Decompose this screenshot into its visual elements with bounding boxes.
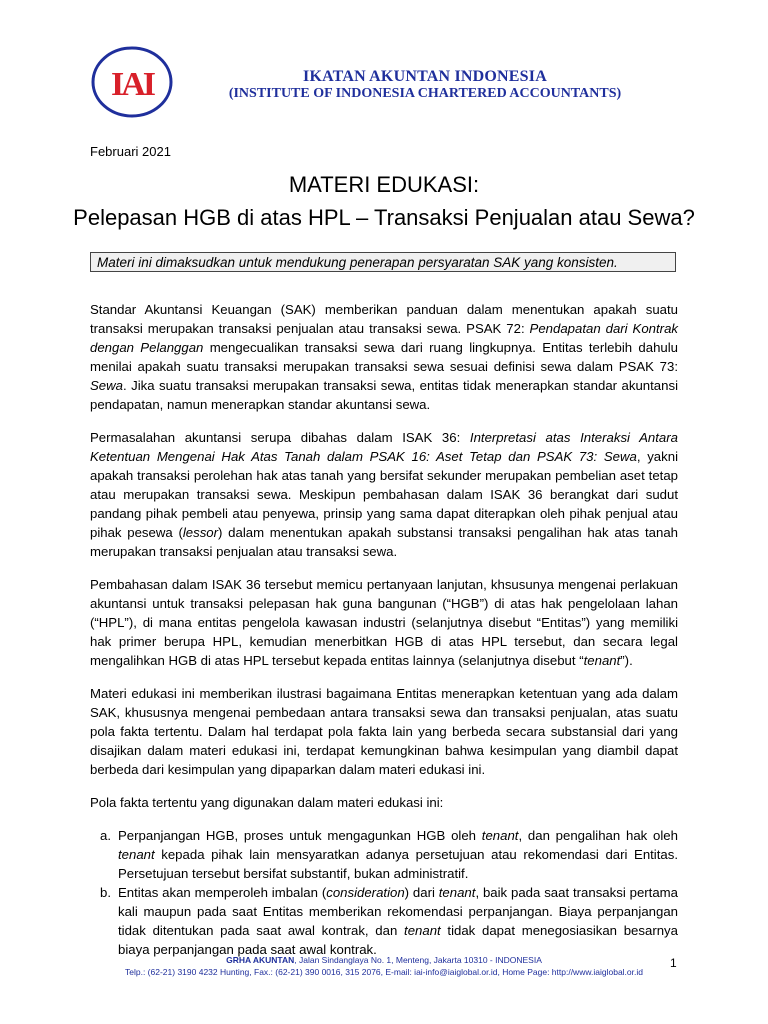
li-a-text-3: kepada pihak lain mensyaratkan adanya persetujuan atau rekomendasi dari Entitas. Persetujuan tersebut bersifat substantif, bukan administratif.	[118, 847, 678, 881]
document-body	[90, 300, 678, 959]
li-b-text-1: Entitas akan memperoleh imbalan (	[118, 885, 327, 900]
logo-text: IAI	[110, 66, 154, 103]
p2-text-b: , yakni apakah transaksi perolehan hak atas tanah yang bersifat sekunder merupakan pembelian aset tetap atau merupakan transaksi sewa. Meskipun pembahasan dalam ISAK 36 berangkat dari sudut pandang pihak pembeli atau penyewa, prinsip yang sama dapat diterapkan oleh pihak penjual atau pihak pesewa (	[90, 449, 678, 540]
fact-pattern-list	[90, 826, 678, 959]
li-a-text-1: Perpanjangan HGB, proses untuk mengagunkan HGB oleh	[118, 828, 482, 843]
li-a-text-2: , dan pengalihan hak oleh	[518, 828, 678, 843]
list-item-b	[100, 883, 678, 959]
p3-italic-a: tenant	[583, 653, 621, 668]
document-date: Februari 2021	[90, 144, 171, 159]
org-subtitle: (INSTITUTE OF INDONESIA CHARTERED ACCOUNTANTS)	[228, 86, 622, 101]
footer-building-name: GRHA AKUNTAN	[226, 955, 295, 965]
li-b-italic-1: consideration	[326, 885, 405, 900]
footer-address	[90, 954, 678, 966]
li-b-text-3: , baik pada saat transaksi pertama kali maupun pada saat Entitas memberikan rekomendasi perpanjangan. Biaya perpanjangan tidak ditentukan pada saat awal kontrak, dan	[118, 885, 678, 938]
footer-contact: Telp.: (62-21) 3190 4232 Hunting, Fax.: (62-21) 390 0016, 315 2076, E-mail: iai-info@iaiglobal.or.id, Home Page: http://www.iaiglobal.or.id	[125, 967, 643, 977]
page-footer	[90, 954, 678, 978]
p2-italic-b: lessor	[182, 525, 219, 540]
document-title	[0, 168, 768, 234]
paragraph-4: Materi edukasi ini memberikan ilustrasi bagaimana Entitas menerapkan ketentuan yang ada dalam SAK, khususnya mengenai pembedaan antara transaksi sewa dan transaksi penjualan, atas suatu pola fakta tertentu. Dalam hal terdapat pola fakta lain yang berbeda secara substansial dari yang disajikan dalam materi edukasi ini, terdapat kemungkinan bahwa kesimpulan yang diambil dapat berbeda dari kesimpulan yang dipaparkan dalam materi edukasi ini.	[90, 686, 678, 777]
p1-text-b: mengecualikan transaksi sewa dari ruang lingkupnya. Entitas terlebih dahulu menilai apakah suatu transaksi merupakan transaksi sewa sesuai definisi sewa dalam PSAK 73:	[90, 340, 678, 374]
li-b-text-4: tidak dapat menegosiasikan besarnya biaya perpanjangan pada saat awal kontrak.	[118, 923, 678, 957]
li-a-italic-2: tenant	[118, 847, 155, 862]
iai-logo	[90, 46, 174, 118]
p3-text-a: Pembahasan dalam ISAK 36 tersebut memicu pertanyaan lanjutan, khsusunya mengenai perlakuan akuntansi untuk transaksi pelepasan hak guna bangunan (“HGB”) di atas hak pengelolaan lahan (“HPL”), di mana entitas pengelola kawasan industri (selanjutnya disebut “Entitas”) yang memiliki hak primer berupa HPL, kemudian menerbitkan HGB di atas HPL tersebut, dan secara legal mengalihkan HGB di atas HPL tersebut kepada entitas lainnya (selanjutnya disebut “	[90, 577, 678, 668]
paragraph-2	[90, 428, 678, 561]
p2-italic-a: Interpretasi atas Interaksi Antara Ketentuan Mengenai Hak Atas Tanah dalam PSAK 16: Aset Tetap dan PSAK 73: Sewa	[90, 430, 678, 464]
letterhead	[90, 46, 690, 118]
p1-italic-b: Sewa	[90, 378, 123, 393]
p1-text-c: . Jika suatu transaksi merupakan transaksi sewa, entitas tidak menerapkan standar akuntansi pendapatan, namun menerapkan standar akuntansi sewa.	[90, 378, 678, 412]
org-block	[195, 68, 655, 102]
li-b-text-2: ) dari	[404, 885, 439, 900]
li-b-italic-3: tenant	[404, 923, 441, 938]
org-name: IKATAN AKUNTAN INDONESIA	[303, 68, 547, 85]
footer-address-text: , Jalan Sindanglaya No. 1, Menteng, Jakarta 10310 - INDONESIA	[294, 955, 542, 965]
li-a-italic-1: tenant	[481, 828, 519, 843]
title-line-2: Pelepasan HGB di atas HPL – Transaksi Penjualan atau Sewa?	[73, 205, 695, 230]
paragraph-1	[90, 300, 678, 414]
p1-text-a: Standar Akuntansi Keuangan (SAK) memberikan panduan dalam menentukan apakah suatu transaksi merupakan transaksi penjualan atau transaksi sewa. PSAK 72:	[90, 302, 678, 336]
list-marker-b: b.	[100, 885, 111, 900]
p3-text-b: ”).	[620, 653, 633, 668]
list-marker-a: a.	[100, 828, 111, 843]
notice-box: Materi ini dimaksudkan untuk mendukung penerapan persyaratan SAK yang konsisten.	[90, 252, 676, 272]
title-line-1: MATERI EDUKASI:	[288, 172, 480, 197]
page-number: 1	[670, 956, 677, 970]
list-item-a	[100, 826, 678, 883]
p2-text-c: ) dalam menentukan apakah substansi transaksi pengalihan hak atas tanah merupakan transaksi penjualan atau transaksi sewa.	[90, 525, 678, 559]
paragraph-5: Pola fakta tertentu yang digunakan dalam materi edukasi ini:	[90, 795, 444, 810]
p2-text-a: Permasalahan akuntansi serupa dibahas dalam ISAK 36:	[90, 430, 470, 445]
p1-italic-a: Pendapatan dari Kontrak dengan Pelanggan	[90, 321, 678, 355]
li-b-italic-2: tenant	[438, 885, 476, 900]
paragraph-3	[90, 575, 678, 670]
